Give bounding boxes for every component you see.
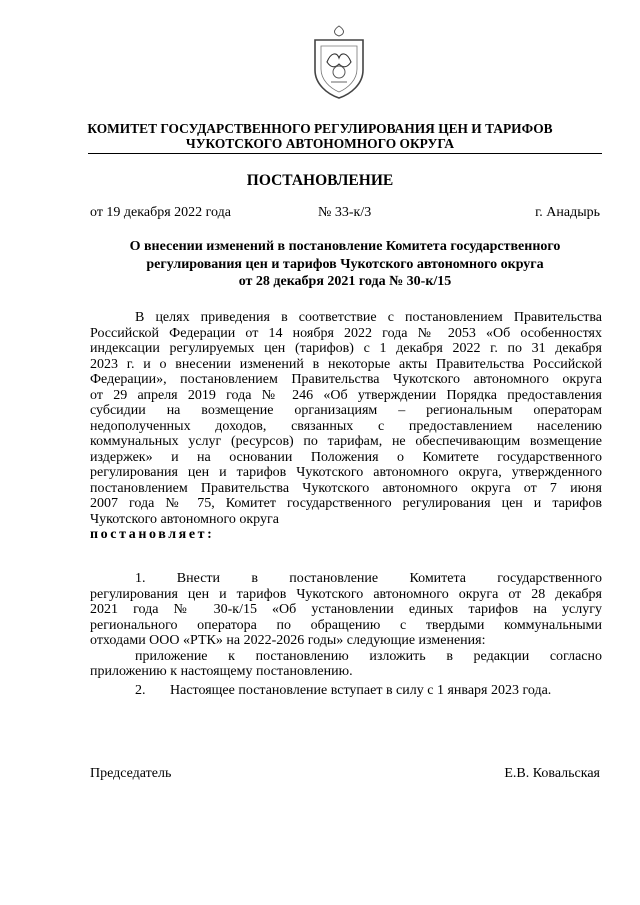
item1-line: регулирования цен и тарифов Чукотского автономного округа от 28 декабря (90, 586, 602, 602)
document-city: г. Анадырь (535, 205, 600, 220)
document-title: ПОСТАНОВЛЕНИЕ (246, 172, 394, 189)
decree-word: постановляет: (90, 527, 215, 542)
org-name-line1: КОМИТЕТ ГОСУДАРСТВЕННОГО РЕГУЛИРОВАНИЯ ЦЕН И ТАРИФОВ (87, 121, 553, 136)
preamble-line: Российской Федерации от 14 ноября 2022 года № 2053 «Об особенностях (90, 325, 602, 341)
item1-sub-line: приложение к постановлению изложить в редакции согласно (135, 648, 602, 664)
item1-line: отходами ООО «РТК» на 2022-2026 годы» следующие изменения: (90, 633, 486, 648)
preamble-line: издержек» и на основании Положения о Комитете государственного (90, 449, 602, 465)
item2-number: 2. (135, 683, 146, 698)
preamble-line: коммунальных услуг (ресурсов) по тарифам, не обеспечивающим возмещение (90, 434, 602, 449)
preamble-line: от 29 апреля 2019 года № 246 «Об утверждении Порядка предоставления (90, 387, 602, 403)
preamble-line: субсидии на возмещение организациям – региональным операторам (90, 403, 602, 418)
document-date: от 19 декабря 2022 года (90, 205, 231, 220)
item1-line: 1. Внести в постановление Комитета государственного (135, 571, 602, 586)
document-number: № 33-к/3 (318, 205, 372, 220)
preamble-line: В целях приведения в соответствие с постановлением Правительства (135, 310, 602, 325)
org-name-line2: ЧУКОТСКОГО АВТОНОМНОГО ОКРУГА (185, 136, 455, 151)
subject-line1: О внесении изменений в постановление Комитета государственного (129, 239, 561, 254)
item1-line: регионального оператора по обращению с твердыми коммунальными (90, 617, 602, 633)
preamble-line: регулирования цен и тарифов Чукотского автономного округа, утвержденного (90, 465, 602, 480)
item1-sub-line: приложению к настоящему постановлению. (90, 664, 353, 679)
preamble-line: постановлением Правительства Чукотского автономного округа от 7 июня (90, 480, 602, 496)
preamble-line: Чукотского автономного округа (90, 511, 279, 527)
signatory-name: Е.В. Ковальская (504, 766, 600, 781)
item1-line: 2021 года № 30-к/15 «Об установлении единых тарифов на услугу (90, 602, 602, 617)
signatory-role: Председатель (90, 766, 172, 781)
preamble-line: 2007 года № 75, Комитет государственного регулирования цен и тарифов (90, 496, 602, 511)
preamble-line: недополученных доходов, связанных с предоставлением населению (90, 418, 602, 434)
preamble-line: 2023 г. и о внесении изменений в некоторые акты Правительства Российской (90, 356, 602, 372)
preamble-line: Федерации», постановлением Правительства Чукотского автономного округа (90, 372, 602, 387)
item2-text: Настоящее постановление вступает в силу с 1 января 2023 года. (170, 683, 552, 698)
coat-of-arms-icon (303, 22, 375, 102)
header-divider (88, 153, 602, 154)
preamble-line: индексации регулируемых цен (тарифов) с 1 декабря 2022 г. по 31 декабря (90, 341, 602, 356)
subject-line2: регулирования цен и тарифов Чукотского автономного округа (146, 256, 544, 272)
subject-line3: от 28 декабря 2021 года № 30-к/15 (238, 274, 452, 289)
